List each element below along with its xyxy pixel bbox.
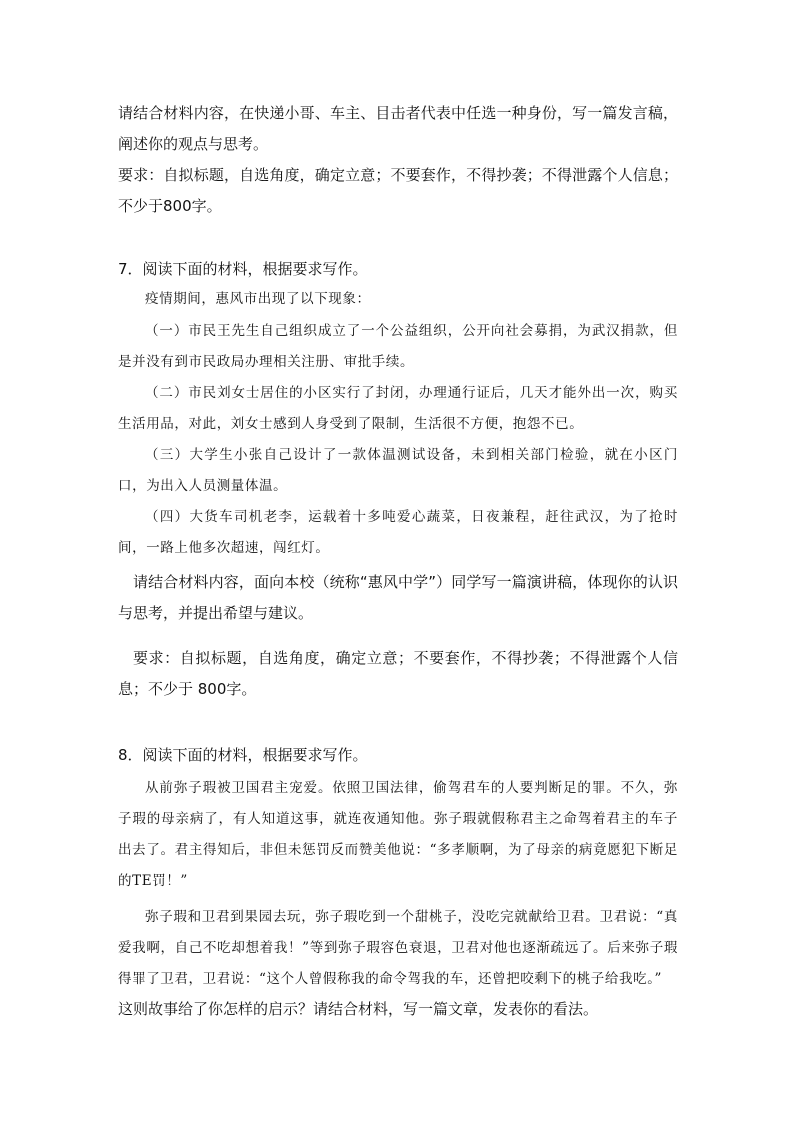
- q7-requirement: 要求：自拟标题，自选角度，确定立意；不要套作，不得抄袭；不得泄露个人信息；不少于 800字。: [118, 649, 678, 698]
- q8-prompt: 这则故事给了你怎样的启示？请结合材料，写一篇文章，发表你的看法。: [118, 1000, 599, 1018]
- q6-requirement: 要求：自拟标题，自选角度，确定立意；不要套作，不得抄袭；不得泄露个人信息；不少于800字。: [118, 166, 678, 215]
- q7-item-3: （三）大学生小张自己设计了一款体温测试设备，未到相关部门检验，就在小区门口，为出入人员测量体温。: [118, 447, 678, 494]
- q8-paragraph-2: 弥子瑕和卫君到果园去玩，弥子瑕吃到一个甜桃子，没吃完就献给卫君。卫君说：“真爱我啊，自己不吃却想着我！”等到弥子瑕容色衰退，卫君对他也逐渐疏远了。后来弥子瑕得罪了卫君，卫君说：“这个人曾假称我的命令驾我的车，还曾把咬剩下的桃子给我吃。”: [118, 909, 678, 987]
- q8-heading: 8．阅读下面的材料，根据要求写作。: [118, 746, 368, 764]
- q7-item-2: （二）市民刘女士居住的小区实行了封闭，办理通行证后，几天才能外出一次，购买生活用品，对此，刘女士感到人身受到了限制，生活很不方便，抱怨不已。: [118, 385, 678, 432]
- q6-prompt: 请结合材料内容，在快递小哥、车主、目击者代表中任选一种身份，写一篇发言稿，阐述你的观点与思考。: [118, 104, 678, 153]
- q7-prompt: 请结合材料内容，面向本校（统称“惠风中学”）同学写一篇演讲稿，体现你的认识与思考，并提出希望与建议。: [118, 573, 678, 622]
- q7-item-4: （四）大货车司机老李，运载着十多吨爱心蔬菜，日夜兼程，赶往武汉，为了抢时间，一路上他多次超速，闯红灯。: [118, 509, 678, 556]
- q7-item-1: （一）市民王先生自己组织成立了一个公益组织，公开向社会募捐，为武汉捐款，但是并没有到市民政局办理相关注册、审批手续。: [118, 323, 678, 370]
- q8-paragraph-1: 从前弥子瑕被卫国君主宠爱。依照卫国法律，偷驾君车的人要判断足的罪。不久，弥子瑕的母亲病了，有人知道这事，就连夜通知他。弥子瑕就假称君主之命驾着君主的车子出去了。君主得知后，非但未惩罚反而赞美他说：“多孝顺啊，为了母亲的病竟愿犯下断足的TE罚！”: [118, 780, 678, 889]
- q7-intro: 疫情期间，惠风市出现了以下现象：: [145, 291, 371, 307]
- q7-heading: 7．阅读下面的材料，根据要求写作。: [118, 260, 368, 278]
